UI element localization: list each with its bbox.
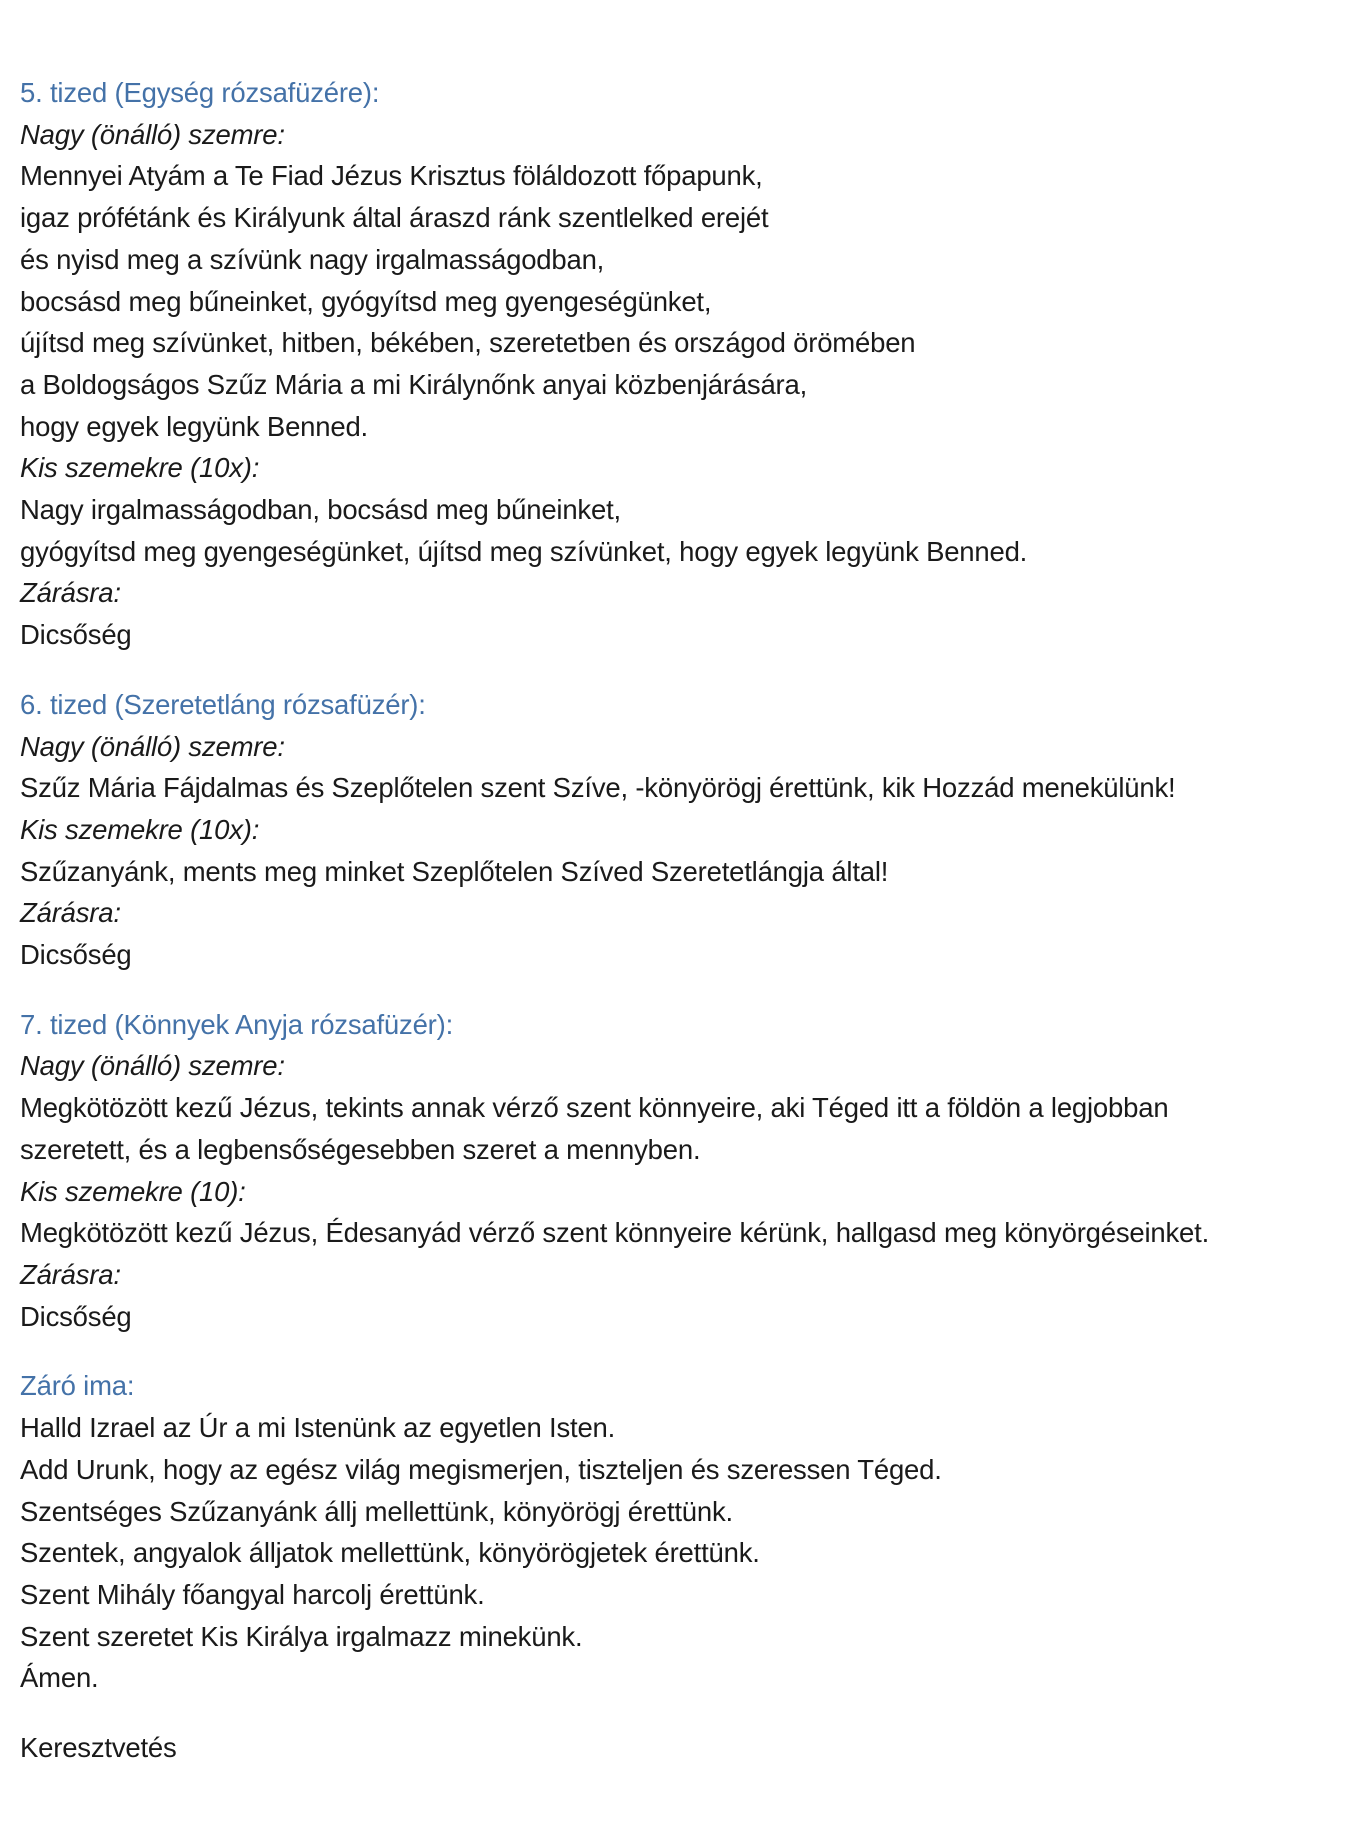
decade-7-section [20, 1004, 1340, 1338]
small-bead-label: Kis szemekre (10x): [20, 452, 260, 484]
sign-of-cross-text: Keresztvetés [20, 1732, 177, 1764]
section-heading: 6. tized (Szeretetláng rózsafüzér): [20, 688, 426, 720]
closing-text: Dicsőség [20, 1300, 132, 1332]
prayer-line: bocsásd meg bűneinket, gyógyítsd meg gyengeségünket, [20, 285, 712, 317]
prayer-line: Szűzanyánk, ments meg minket Szeplőtelen Szíved Szeretetlángja által! [20, 855, 889, 887]
small-bead-label: Kis szemekre (10x): [20, 813, 260, 845]
small-bead-label: Kis szemekre (10): [20, 1175, 246, 1207]
prayer-line: gyógyítsd meg gyengeségünket, újítsd meg szívünket, hogy egyek legyünk Benned. [20, 535, 1028, 567]
prayer-line: Nagy irgalmasságodban, bocsásd meg bűneinket, [20, 494, 621, 526]
closing-text: Dicsőség [20, 939, 132, 971]
big-bead-label: Nagy (önálló) szemre: [20, 1050, 285, 1082]
decade-5-section [20, 72, 1340, 656]
prayer-line: igaz prófétánk és Királyunk által áraszd ránk szentlelked erejét [20, 202, 769, 234]
closing-label: Zárásra: [20, 577, 121, 609]
prayer-line: Add Urunk, hogy az egész világ megismerjen, tiszteljen és szeressen Téged. [20, 1453, 942, 1485]
closing-prayer-section [20, 1365, 1340, 1699]
decade-6-section [20, 684, 1340, 976]
prayer-line: újítsd meg szívünket, hitben, békében, szeretetben és országod örömében [20, 327, 916, 359]
prayer-line: szeretett, és a legbensőségesebben szeret a mennyben. [20, 1133, 701, 1165]
prayer-line: Megkötözött kezű Jézus, Édesanyád vérző szent könnyeire kérünk, hallgasd meg könyörgéseinket. [20, 1217, 1210, 1249]
prayer-line: Halld Izrael az Úr a mi Istenünk az egyetlen Isten. [20, 1412, 616, 1444]
section-heading: 7. tized (Könnyek Anyja rózsafüzér): [20, 1008, 454, 1040]
prayer-line: Ámen. [20, 1662, 99, 1694]
prayer-line: Megkötözött kezű Jézus, tekints annak vérző szent könnyeire, aki Téged itt a földön a legjobban [20, 1092, 1169, 1124]
prayer-line: és nyisd meg a szívünk nagy irgalmasságodban, [20, 243, 605, 275]
closing-label: Zárásra: [20, 1258, 121, 1290]
closing-label: Zárásra: [20, 897, 121, 929]
prayer-line: Szent szeretet Kis Királya irgalmazz minekünk. [20, 1620, 583, 1652]
prayer-line: Szűz Mária Fájdalmas és Szeplőtelen szent Szíve, -könyörögj érettünk, kik Hozzád menekülünk! [20, 772, 1176, 804]
sign-of-cross-section [20, 1727, 1340, 1769]
prayer-line: Szent Mihály főangyal harcolj érettünk. [20, 1578, 485, 1610]
prayer-line: Szentek, angyalok álljatok mellettünk, könyörögjetek érettünk. [20, 1537, 760, 1569]
section-heading: 5. tized (Egység rózsafüzére): [20, 77, 380, 108]
section-heading: Záró ima: [20, 1370, 135, 1402]
prayer-line: a Boldogságos Szűz Mária a mi Királynőnk anyai közbenjárására, [20, 368, 808, 400]
prayer-line: hogy egyek legyünk Benned. [20, 410, 368, 442]
big-bead-label: Nagy (önálló) szemre: [20, 118, 285, 150]
document-page [20, 72, 1340, 1769]
big-bead-label: Nagy (önálló) szemre: [20, 730, 285, 762]
closing-text: Dicsőség [20, 619, 132, 651]
prayer-line: Mennyei Atyám a Te Fiad Jézus Krisztus föláldozott főpapunk, [20, 160, 763, 192]
prayer-line: Szentséges Szűzanyánk állj mellettünk, könyörögj érettünk. [20, 1495, 733, 1527]
